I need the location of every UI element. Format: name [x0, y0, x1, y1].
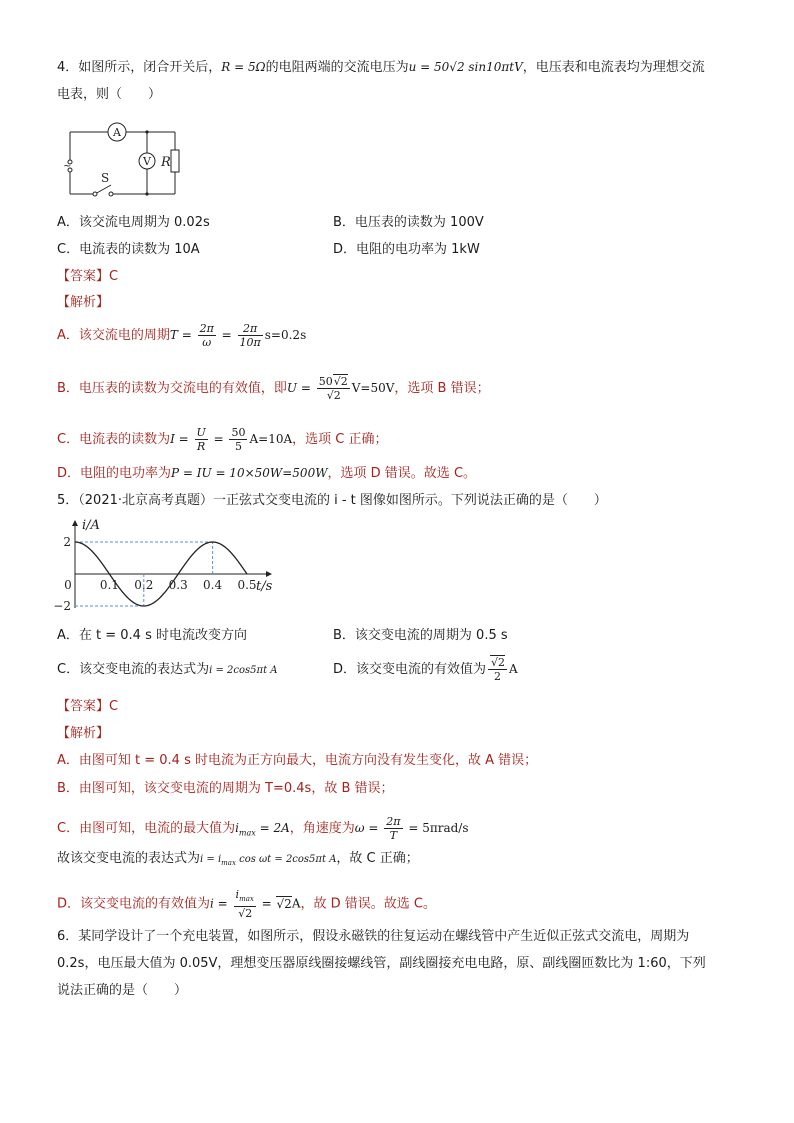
- q5-answer: 【答案】C: [57, 699, 119, 714]
- q4-expl-a: A．该交流电的周期T = $\frac{2\pi}{\omega}$ = $\frac{2\pi}{10\pi}$ s=0.2s: [57, 322, 307, 349]
- q6-line2: 0.2s，电压最大值为 0.05V，理想变压器原线圈接螺线管，副线圈接充电电路，原、副线圈匝数比为 1:60，下列: [57, 956, 706, 971]
- q5-stem: 5．（2021·北京高考真题）一正弦式交变电流的 i - t 图像如图所示。下列说法正确的是（ ）: [57, 493, 607, 508]
- expl-text: B．电压表的读数为交流电的有效值，即: [57, 381, 287, 396]
- x-tick-label: 0.5: [237, 578, 257, 592]
- voltmeter-label: V: [143, 155, 151, 168]
- expl-text: A．该交流电的周期: [57, 328, 170, 343]
- q4-answer: 【答案】C: [57, 269, 119, 284]
- q5-expl-d: D．该交变电流的有效值为i = $\frac{i_{max}}{√2}$ = √2A，故 D 错误。故选 C。: [57, 888, 436, 921]
- q4-option-b: B．电压表的读数为 100V: [333, 215, 484, 230]
- y-axis-label: i/A: [82, 518, 100, 533]
- q5-expl-expr: 故该交变电流的表达式为$i = i_{max}$ cos ωt = 2cos5πt A，故 C 正确；: [57, 851, 419, 867]
- q6-line3: 说法正确的是（ ）: [57, 983, 188, 998]
- q6-line1: 6．某同学设计了一个充电装置，如图所示，假设永磁铁的往复运动在螺线管中产生近似正弦式交流电，周期为: [57, 929, 690, 944]
- option-text: C．该交变电流的表达式为: [57, 662, 210, 677]
- x-tick-label: 0: [64, 578, 72, 592]
- q5-option-a: A．在 t = 0.4 s 时电流改变方向: [57, 628, 247, 643]
- q4-stem-line1: [57, 58, 705, 77]
- q4-expl-c: C．电流表的读数为I = $\frac{U}{R}$ = $\frac{50}{5}$ A=10A，选项 C 正确；: [57, 426, 388, 453]
- q5-analysis-title: 【解析】: [57, 726, 110, 741]
- expl-text: ，故 C 正确；: [336, 851, 419, 866]
- expl-text: ，选项 C 正确；: [292, 432, 388, 447]
- q4-stem-part: 4．如图所示，闭合开关后，: [57, 60, 222, 75]
- q4-analysis-title: 【解析】: [57, 295, 110, 310]
- option-text: D．该交变电流的有效值为: [333, 662, 487, 677]
- x-tick-label: 0.3: [168, 578, 188, 592]
- expl-text: ，选项 B 错误；: [394, 381, 490, 396]
- resistor-label: R: [161, 155, 171, 170]
- x-tick-label: 0.4: [203, 578, 223, 592]
- q5-expl-c: C．由图可知，电流的最大值为$i_{max} = 2A$，角速度为ω = $\frac{2\pi}{T}$ = 5πrad/s: [57, 815, 469, 842]
- x-axis-label: t/s: [256, 579, 273, 594]
- q4-stem-part: ，电压表和电流表均为理想交流: [522, 60, 705, 75]
- y-tick-label: −2: [53, 599, 71, 613]
- expl-text: C．电流表的读数为: [57, 432, 171, 447]
- q4-stem-line2: 电表，则（ ）: [57, 87, 162, 102]
- x-tick-label: 0.1: [99, 578, 119, 592]
- expl-text: ，选项 D 错误。故选 C。: [327, 466, 477, 481]
- q4-stem-part: 的电阻两端的交流电压为: [265, 60, 409, 75]
- q5-it-graph: [53, 513, 282, 621]
- expl-text: 故该交变电流的表达式为: [57, 851, 201, 866]
- expl-text: ，角速度为: [289, 821, 355, 836]
- q4-expl-d: [57, 464, 476, 483]
- y-tick-label: 2: [63, 535, 71, 549]
- expl-math: P = IU = 10×50W=500W: [171, 466, 328, 480]
- q4-resistance: R = 5Ω: [221, 60, 266, 74]
- q4-voltage-expr: u = 50√2 sin10πtV: [408, 60, 523, 74]
- q5-option-d: D．该交变电流的有效值为 $\frac{√2}{2}$ A: [333, 656, 518, 683]
- ammeter-label: A: [113, 126, 121, 139]
- ac-source-label: ~: [63, 161, 72, 172]
- expl-text: D．该交变电流的有效值为: [57, 896, 211, 912]
- q4-option-a: A．该交流电周期为 0.02s: [57, 215, 210, 230]
- q5-expl-a: A．由图可知 t = 0.4 s 时电流为正方向最大，电流方向没有发生变化，故 A 错误；: [57, 753, 538, 768]
- q4-circuit-diagram: [58, 118, 188, 200]
- option-math: i = 2cos5πt A: [209, 665, 278, 676]
- q4-option-c: C．电流表的读数为 10A: [57, 242, 200, 257]
- q5-expl-b: B．由图可知，该交变电流的周期为 T=0.4s，故 B 错误；: [57, 781, 394, 796]
- expl-text: D．电阻的电功率为: [57, 466, 172, 481]
- switch-label: S: [101, 171, 110, 185]
- q4-expl-b: B．电压表的读数为交流电的有效值，即U = $\frac{50√2}{√2}$ V=50V，选项 B 错误；: [57, 375, 490, 402]
- expl-text: C．由图可知，电流的最大值为: [57, 821, 236, 836]
- x-tick-label: 0.2: [134, 578, 154, 592]
- q5-option-c: [57, 661, 277, 680]
- expl-text: ，故 D 错误。故选 C。: [300, 896, 436, 912]
- q4-option-d: D．电阻的电功率为 1kW: [333, 242, 480, 257]
- q5-option-b: B．该交变电流的周期为 0.5 s: [333, 628, 508, 643]
